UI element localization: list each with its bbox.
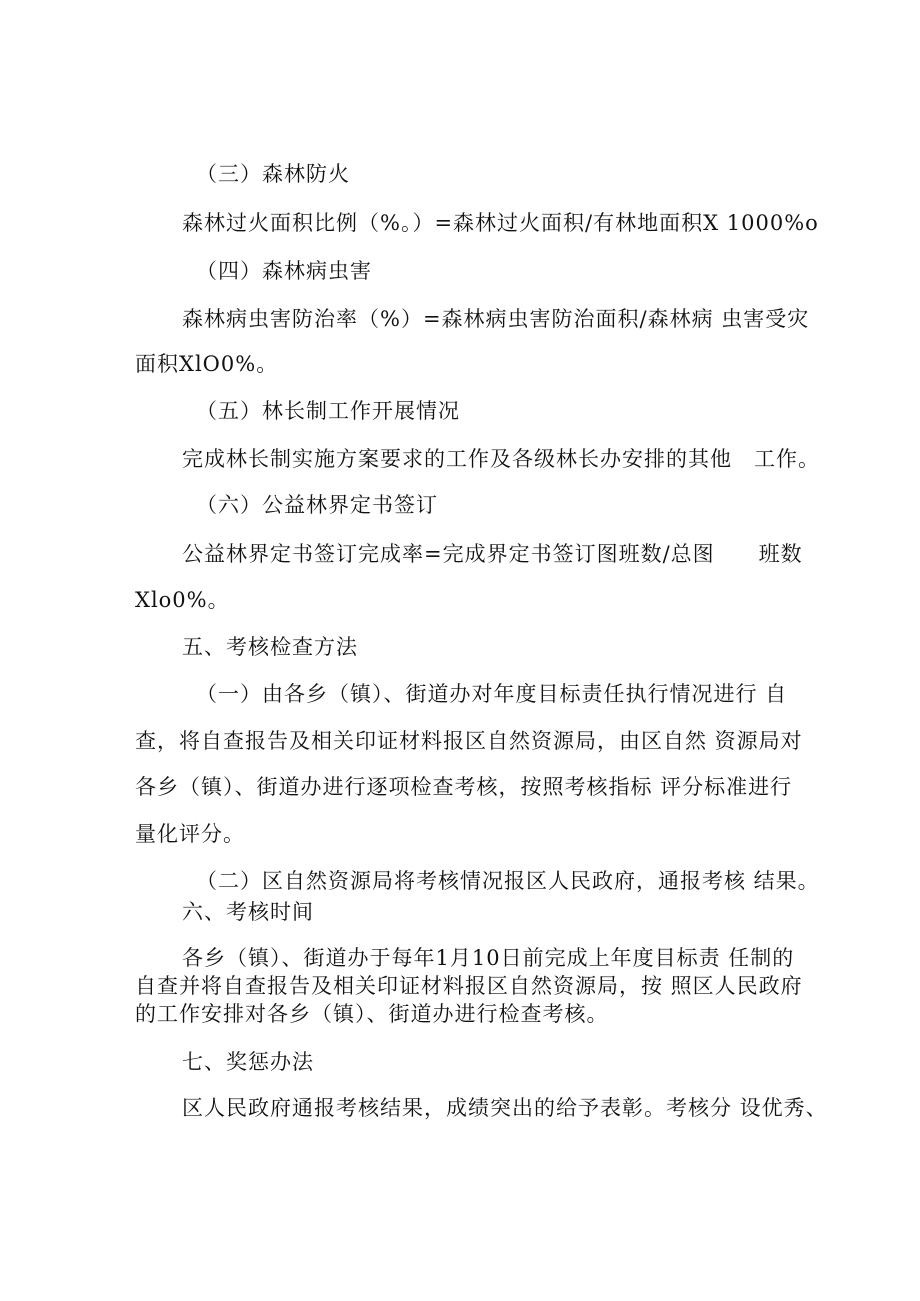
section-heading-rewards-penalties: 七、奖惩办法 [182, 1050, 314, 1074]
paragraph-method-1-line-4: 量化评分。 [135, 822, 245, 846]
paragraph-method-1-line-2: 查，将自查报告及相关印证材料报区自然资源局，由区自然 资源局对 [135, 729, 803, 753]
paragraph-time-line-3: 的工作安排对各乡（镇）、街道办进行检查考核。 [135, 1002, 609, 1026]
paragraph-rewards-line-1: 区人民政府通报考核结果，成绩突出的给予表彰。考核分 设优秀、 [182, 1096, 828, 1120]
heading-public-forest-agreement: （六）公益林界定书签订 [196, 493, 438, 517]
paragraph-method-1-line-3: 各乡（镇）、街道办进行逐项检查考核，按照考核指标 评分标准进行 [135, 775, 793, 799]
paragraph-time-line-2: 自查并将自查报告及相关印证材料报区自然资源局，按 照区人民政府 [135, 974, 803, 998]
heading-forest-pests: （四）森林病虫害 [196, 259, 372, 283]
paragraph-method-2: （二）区自然资源局将考核情况报区人民政府，通报考核 结果。 [196, 869, 820, 893]
formula-fire-area-ratio: 森林过火面积比例（%。）=森林过火面积/有林地面积X 1000%o [182, 211, 819, 235]
paragraph-time-line-1: 各乡（镇）、街道办于每年1月10日前完成上年度目标责 任制的 [182, 946, 795, 970]
section-heading-inspection-time: 六、考核时间 [182, 900, 314, 924]
heading-forest-fire: （三）森林防火 [196, 162, 350, 186]
section-heading-inspection-method: 五、考核检查方法 [182, 635, 358, 659]
heading-forest-chief-work: （五）林长制工作开展情况 [196, 399, 460, 423]
formula-pest-control-rate-cont: 面积XlO0%。 [135, 352, 279, 376]
formula-pest-control-rate: 森林病虫害防治率（%）=森林病虫害防治面积/森林病 虫害受灾 [182, 307, 810, 331]
formula-agreement-rate-cont: Xlo0%。 [135, 588, 230, 612]
formula-agreement-rate: 公益林界定书签订完成率=完成界定书签订图班数/总图 班数 [182, 542, 803, 566]
paragraph-method-1-line-1: （一）由各乡（镇）、街道办对年度目标责任执行情况进行 自 [196, 682, 788, 706]
paragraph-forest-chief-work: 完成林长制实施方案要求的工作及各级林长办安排的其他 工作。 [182, 447, 820, 471]
